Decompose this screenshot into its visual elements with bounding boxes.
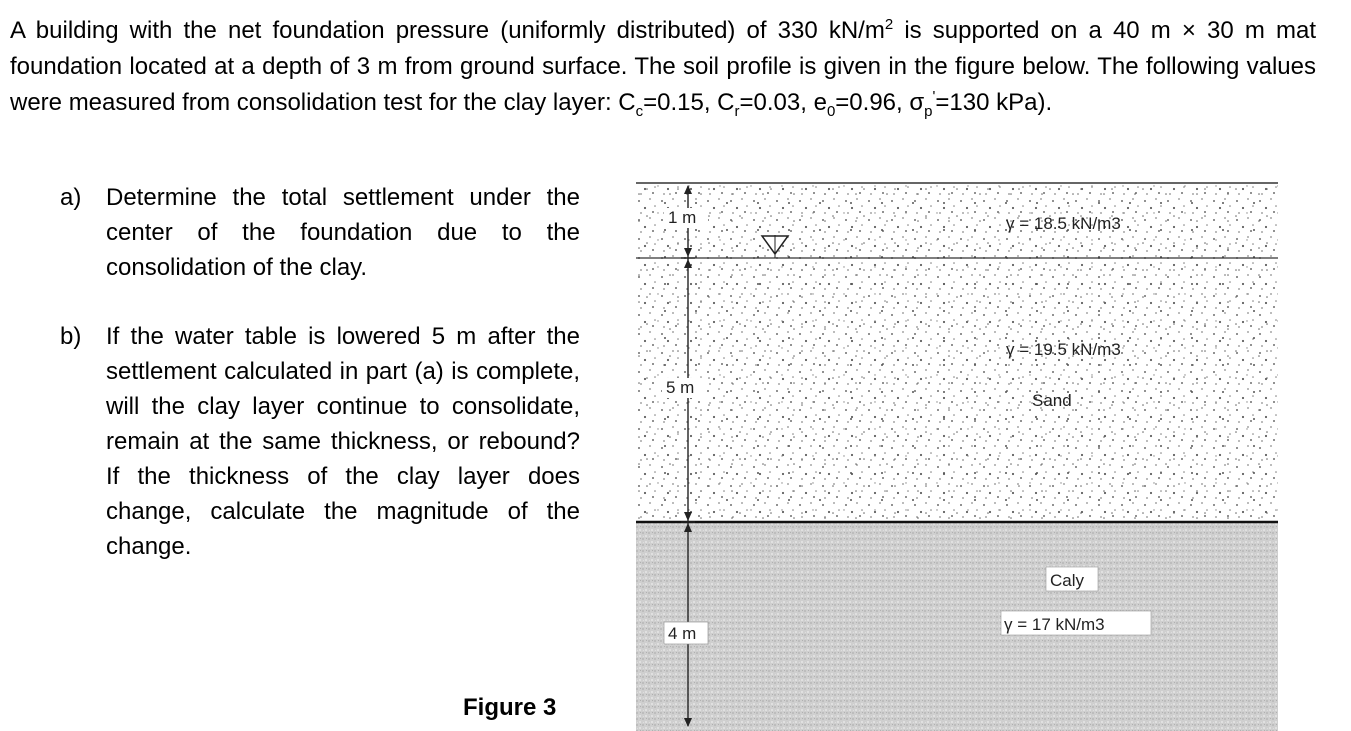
question-b [60,319,580,564]
soil-profile-figure [636,178,1278,731]
figure-caption: Figure 3 [463,694,557,721]
question-a-text: Determine the total settlement under the center of the foundation due to the consolidation of the clay. [106,184,580,281]
layer2-unit-weight: γ = 19.5 kN/m3 [1006,340,1121,359]
sand-layer-name: Sand [1032,391,1072,410]
layer2-thickness-label: 5 m [666,378,695,397]
clay-layer [636,522,1278,731]
question-a [60,180,580,285]
layer1-unit-weight: γ = 18.5 kN/m3 [1006,214,1121,233]
clay-layer-name: Caly [1050,571,1085,590]
question-a-label: a) [60,184,82,211]
question-b-text: If the water table is lowered 5 m after the settlement calculated in part (a) is complete, will the clay layer continue to consolidate, remain at the same thickness, or rebound? If the thickness of the clay layer does change, calculate the magnitude of the change. [106,323,580,560]
layer3-unit-weight: γ = 17 kN/m3 [1004,615,1105,634]
question-b-label: b) [60,323,82,350]
problem-statement: A building with the net foundation pressure (uniformly distributed) of 330 $kN/m^2$ is supported on a 40 m × 30 m mat foundation located at a depth of 3 m from ground surface. The soil profile is given in the figure below. The following values were measured from consolidation test for the clay layer: $C_c=0.15$, $C_r=0.03$, $e_0=0.96$, $\sigma_p'=130$ kPa). [10,16,1316,120]
layer3-thickness-label: 4 m [668,624,697,643]
layer1-thickness-label: 1 m [668,208,697,227]
